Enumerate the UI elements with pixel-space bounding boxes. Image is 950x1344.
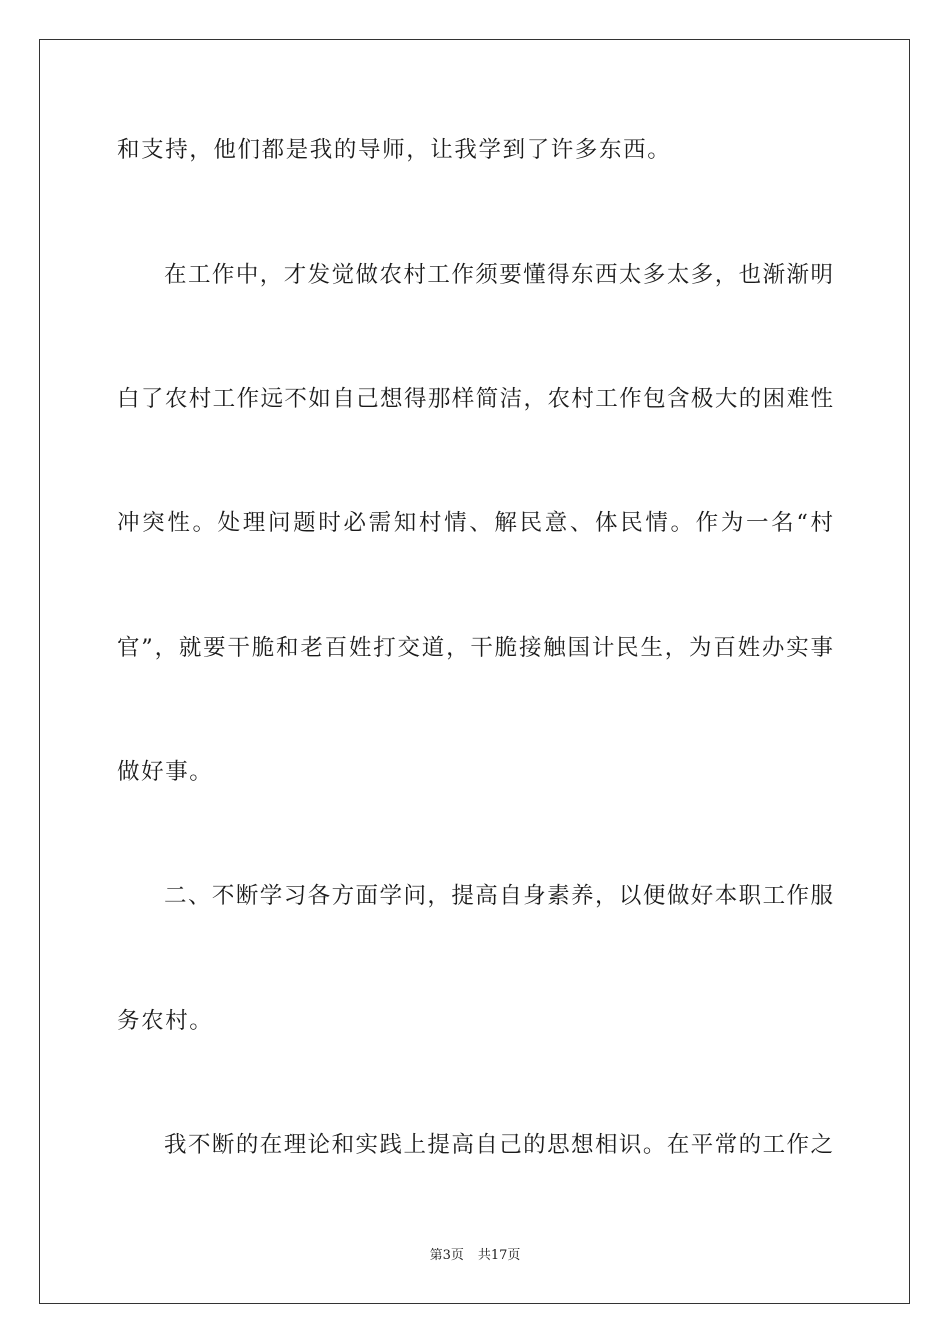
- page-footer: [0, 1247, 950, 1265]
- body-line-5: 官”，就要干脆和老百姓打交道，干脆接触国计民生，为百姓办实事: [117, 635, 833, 661]
- body-line-8: 务农村。: [117, 1008, 214, 1034]
- page-total: 共17页: [477, 1248, 521, 1263]
- page-border: [39, 39, 910, 1304]
- body-line-4: 冲突性。处理问题时必需知村情、解民意、体民情。作为一名“村: [117, 510, 833, 536]
- body-line-3: 白了农村工作远不如自己想得那样简洁，农村工作包含极大的困难性: [117, 386, 833, 412]
- body-line-7: 二、不断学习各方面学问，提高自身素养，以便做好本职工作服: [164, 883, 833, 909]
- page-number: 第3页: [429, 1248, 464, 1263]
- body-line-6: 做好事。: [117, 759, 214, 785]
- body-line-9: 我不断的在理论和实践上提高自己的思想相识。在平常的工作之: [164, 1132, 833, 1158]
- body-line-1: 和支持，他们都是我的导师，让我学到了许多东西。: [117, 137, 672, 163]
- body-line-2: 在工作中，才发觉做农村工作须要懂得东西太多太多，也渐渐明: [164, 262, 833, 288]
